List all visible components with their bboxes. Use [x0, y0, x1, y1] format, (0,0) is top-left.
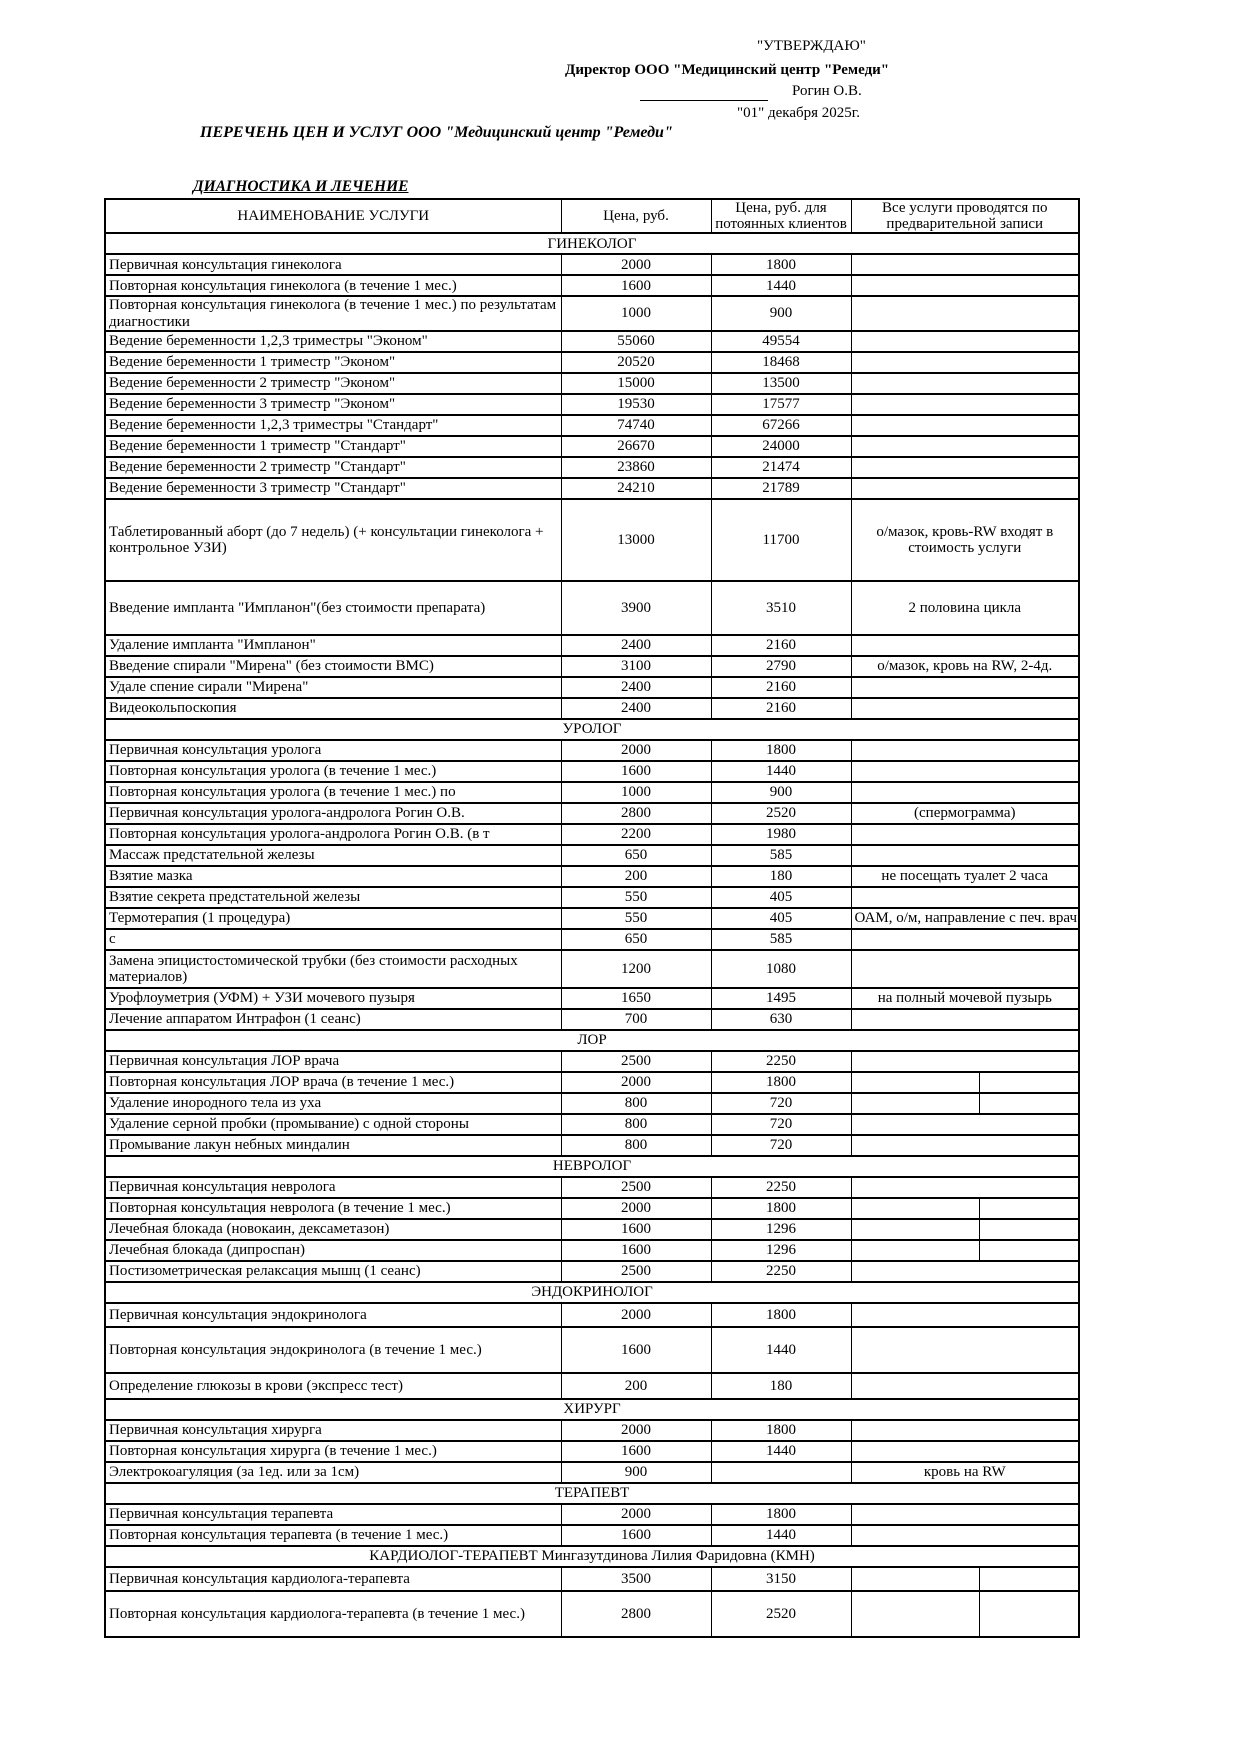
service-name-cell: Повторная консультация кардиолога-терапевта (в течение 1 мес.): [105, 1591, 561, 1637]
price-cell: 2500: [561, 1177, 711, 1198]
section-heading: ДИАГНОСТИКА И ЛЕЧЕНИЕ: [193, 178, 409, 195]
table-row: [105, 1591, 1079, 1637]
service-name-cell: Урофлоуметрия (УФМ) + УЗИ мочевого пузыря: [105, 988, 561, 1009]
price-cell: 2800: [561, 1591, 711, 1637]
price-cell: 2000: [561, 740, 711, 761]
price-regular-cell: 720: [711, 1114, 851, 1135]
price-regular-cell: 1980: [711, 824, 851, 845]
price-cell: 800: [561, 1135, 711, 1156]
table-row: [105, 457, 1079, 478]
service-name-cell: Первичная консультация уролога-андролога Рогин О.В.: [105, 803, 561, 824]
price-cell: 700: [561, 1009, 711, 1030]
note-cell: [851, 1420, 1079, 1441]
service-name-cell: Постизометрическая релаксация мышц (1 сеанс): [105, 1261, 561, 1282]
note-cell: [851, 1567, 979, 1591]
note-cell: [851, 887, 1079, 908]
note-cell: 2 половина цикла: [851, 581, 1079, 635]
note-cell: [851, 457, 1079, 478]
price-cell: 20520: [561, 352, 711, 373]
price-regular-cell: 13500: [711, 373, 851, 394]
note-cell: [851, 1072, 979, 1093]
price-regular-cell: 1495: [711, 988, 851, 1009]
price-cell: 2000: [561, 1198, 711, 1219]
section-header-row: [105, 1030, 1079, 1051]
price-cell: 1600: [561, 1327, 711, 1373]
note-cell-extra: [979, 1093, 1079, 1114]
price-regular-cell: 21474: [711, 457, 851, 478]
note-cell: [851, 1009, 1079, 1030]
price-cell: 2000: [561, 1420, 711, 1441]
table-row: [105, 803, 1079, 824]
price-cell: 2800: [561, 803, 711, 824]
page-title: ПЕРЕЧЕНЬ ЦЕН И УСЛУГ ООО "Медицинский центр "Ремеди": [200, 124, 673, 141]
table-row: [105, 1462, 1079, 1483]
price-regular-cell: 11700: [711, 499, 851, 581]
service-name-cell: Замена эпицистостомической трубки (без стоимости расходных материалов): [105, 950, 561, 988]
price-cell: 2400: [561, 635, 711, 656]
note-cell: [851, 761, 1079, 782]
table-row: [105, 677, 1079, 698]
price-cell: 55060: [561, 331, 711, 352]
note-cell-extra: [979, 1567, 1079, 1591]
price-regular-cell: 1800: [711, 1504, 851, 1525]
price-regular-cell: 49554: [711, 331, 851, 352]
table-row: [105, 1135, 1079, 1156]
price-cell: 1600: [561, 1525, 711, 1546]
note-cell: [851, 1373, 1079, 1399]
service-name-cell: с: [105, 929, 561, 950]
note-cell: [851, 929, 1079, 950]
service-name-cell: Ведение беременности 3 триместр "Стандарт": [105, 478, 561, 499]
price-regular-cell: 67266: [711, 415, 851, 436]
service-name-cell: Повторная консультация гинеколога (в течение 1 мес.): [105, 275, 561, 296]
note-cell: [851, 1303, 1079, 1327]
table-row: [105, 1567, 1079, 1591]
price-cell: 650: [561, 929, 711, 950]
price-cell: 1000: [561, 782, 711, 803]
note-cell: [851, 394, 1079, 415]
price-cell: 2000: [561, 1072, 711, 1093]
note-cell: о/мазок, кровь-RW входят в стоимость услуги: [851, 499, 1079, 581]
service-name-cell: Ведение беременности 1 триместр "Стандарт": [105, 436, 561, 457]
price-regular-cell: 900: [711, 296, 851, 330]
table-row: [105, 845, 1079, 866]
service-name-cell: Удаление серной пробки (промывание) с одной стороны: [105, 1114, 561, 1135]
service-name-cell: Лечение аппаратом Интрафон (1 сеанс): [105, 1009, 561, 1030]
note-cell: [851, 1051, 1079, 1072]
service-name-cell: Повторная консультация хирурга (в течение 1 мес.): [105, 1441, 561, 1462]
price-regular-cell: 1800: [711, 254, 851, 275]
price-cell: 3100: [561, 656, 711, 677]
table-header-row: [105, 199, 1079, 233]
note-cell: [851, 824, 1079, 845]
service-name-cell: Первичная консультация ЛОР врача: [105, 1051, 561, 1072]
note-cell: [851, 1114, 1079, 1135]
price-regular-cell: 1800: [711, 1198, 851, 1219]
table-row: [105, 698, 1079, 719]
table-row: [105, 1420, 1079, 1441]
service-name-cell: Лечебная блокада (дипроспан): [105, 1240, 561, 1261]
note-cell: [851, 1198, 979, 1219]
note-cell: [851, 296, 1079, 330]
price-regular-cell: 2160: [711, 677, 851, 698]
service-name-cell: Повторная консультация уролога-андролога Рогин О.В. (в т: [105, 824, 561, 845]
price-cell: 2000: [561, 1504, 711, 1525]
table-row: [105, 887, 1079, 908]
table-row: [105, 331, 1079, 352]
price-cell: 650: [561, 845, 711, 866]
approval-director-line: Директор ООО "Медицинский центр "Ремеди": [565, 62, 890, 78]
note-cell: [851, 740, 1079, 761]
table-row: [105, 1051, 1079, 1072]
price-cell: 2200: [561, 824, 711, 845]
header-price: Цена, руб.: [561, 199, 711, 233]
table-row: [105, 581, 1079, 635]
header-service: НАИМЕНОВАНИЕ УСЛУГИ: [105, 199, 561, 233]
price-regular-cell: 2250: [711, 1177, 851, 1198]
note-cell: [851, 1591, 979, 1637]
price-cell: 200: [561, 1373, 711, 1399]
section-title: ХИРУРГ: [105, 1399, 1079, 1420]
table-row: [105, 254, 1079, 275]
service-name-cell: Повторная консультация уролога (в течение 1 мес.) по: [105, 782, 561, 803]
note-cell: [851, 1525, 1079, 1546]
section-header-row: [105, 1156, 1079, 1177]
price-cell: 1000: [561, 296, 711, 330]
price-regular-cell: 2160: [711, 698, 851, 719]
service-name-cell: Лечебная блокада (новокаин, дексаметазон): [105, 1219, 561, 1240]
price-regular-cell: 2520: [711, 803, 851, 824]
table-row: [105, 373, 1079, 394]
price-cell: 19530: [561, 394, 711, 415]
note-cell: о/мазок, кровь на RW, 2-4д.: [851, 656, 1079, 677]
price-regular-cell: 585: [711, 845, 851, 866]
note-cell-extra: [979, 1240, 1079, 1261]
table-row: [105, 950, 1079, 988]
price-regular-cell: 405: [711, 887, 851, 908]
price-cell: 2400: [561, 698, 711, 719]
table-row: [105, 635, 1079, 656]
section-title: КАРДИОЛОГ-ТЕРАПЕВТ Мингазутдинова Лилия Фаридовна (КМН): [105, 1546, 1079, 1567]
table-row: [105, 394, 1079, 415]
price-cell: 74740: [561, 415, 711, 436]
service-name-cell: Ведение беременности 1,2,3 триместры "Эконом": [105, 331, 561, 352]
note-cell: [851, 1261, 1079, 1282]
note-cell: [851, 1240, 979, 1261]
note-cell: [851, 677, 1079, 698]
table-row: [105, 1177, 1079, 1198]
price-regular-cell: 1800: [711, 1420, 851, 1441]
price-cell: 1600: [561, 761, 711, 782]
service-name-cell: Ведение беременности 2 триместр "Эконом": [105, 373, 561, 394]
header-price-regular: Цена, руб. для потоянных клиентов: [711, 199, 851, 233]
price-regular-cell: 180: [711, 1373, 851, 1399]
note-cell: [851, 254, 1079, 275]
note-cell: [851, 331, 1079, 352]
note-cell: [851, 1441, 1079, 1462]
section-header-row: [105, 719, 1079, 740]
section-header-row: [105, 1483, 1079, 1504]
approval-quote: "УТВЕРЖДАЮ": [757, 38, 866, 54]
table-row: [105, 929, 1079, 950]
table-row: [105, 499, 1079, 581]
section-header-row: [105, 1282, 1079, 1303]
table-row: [105, 656, 1079, 677]
service-name-cell: Первичная консультация хирурга: [105, 1420, 561, 1441]
table-row: [105, 1219, 1079, 1240]
service-name-cell: Первичная консультация невролога: [105, 1177, 561, 1198]
price-cell: 550: [561, 908, 711, 929]
price-cell: 13000: [561, 499, 711, 581]
note-cell: кровь на RW: [851, 1462, 1079, 1483]
note-cell: [851, 1135, 1079, 1156]
service-name-cell: Удале спение сирали "Мирена": [105, 677, 561, 698]
price-cell: 26670: [561, 436, 711, 457]
table-row: [105, 1009, 1079, 1030]
price-cell: 1650: [561, 988, 711, 1009]
price-cell: 800: [561, 1114, 711, 1135]
price-regular-cell: 2160: [711, 635, 851, 656]
table-row: [105, 1093, 1079, 1114]
service-name-cell: Первичная консультация кардиолога-терапевта: [105, 1567, 561, 1591]
service-name-cell: Повторная консультация невролога (в течение 1 мес.): [105, 1198, 561, 1219]
note-cell: [851, 436, 1079, 457]
service-name-cell: Определение глюкозы в крови (экспресс тест): [105, 1373, 561, 1399]
price-cell: 24210: [561, 478, 711, 499]
service-name-cell: Электрокоагуляция (за 1ед. или за 1см): [105, 1462, 561, 1483]
price-regular-cell: 1080: [711, 950, 851, 988]
price-table-body: [105, 233, 1079, 1636]
price-regular-cell: 1440: [711, 1525, 851, 1546]
note-cell: [851, 698, 1079, 719]
table-row: [105, 478, 1079, 499]
service-name-cell: Введение спирали "Мирена" (без стоимости ВМС): [105, 656, 561, 677]
section-title: ЛОР: [105, 1030, 1079, 1051]
table-row: [105, 1261, 1079, 1282]
table-row: [105, 296, 1079, 330]
price-regular-cell: 1296: [711, 1240, 851, 1261]
service-name-cell: Ведение беременности 2 триместр "Стандарт": [105, 457, 561, 478]
note-cell: [851, 1327, 1079, 1373]
note-cell-extra: [979, 1219, 1079, 1240]
price-regular-cell: 3510: [711, 581, 851, 635]
table-row: [105, 1504, 1079, 1525]
note-cell: [851, 950, 1079, 988]
service-name-cell: Взятие мазка: [105, 866, 561, 887]
table-row: [105, 1198, 1079, 1219]
table-row: [105, 1240, 1079, 1261]
price-cell: 15000: [561, 373, 711, 394]
note-cell: [851, 275, 1079, 296]
price-regular-cell: [711, 1462, 851, 1483]
service-name-cell: Ведение беременности 1 триместр "Эконом": [105, 352, 561, 373]
note-cell-extra: [979, 1591, 1079, 1637]
note-cell: [851, 782, 1079, 803]
service-name-cell: Первичная консультация гинеколога: [105, 254, 561, 275]
note-cell: [851, 635, 1079, 656]
price-regular-cell: 900: [711, 782, 851, 803]
note-cell: [851, 373, 1079, 394]
price-regular-cell: 18468: [711, 352, 851, 373]
note-cell: (спермограмма): [851, 803, 1079, 824]
service-name-cell: Удаление инородного тела из уха: [105, 1093, 561, 1114]
section-title: ЭНДОКРИНОЛОГ: [105, 1282, 1079, 1303]
service-name-cell: Первичная консультация уролога: [105, 740, 561, 761]
price-regular-cell: 1440: [711, 1327, 851, 1373]
note-cell: [851, 1093, 979, 1114]
price-cell: 3900: [561, 581, 711, 635]
table-row: [105, 866, 1079, 887]
service-name-cell: Введение импланта "Импланон"(без стоимости препарата): [105, 581, 561, 635]
section-header-row: [105, 1546, 1079, 1567]
price-regular-cell: 17577: [711, 394, 851, 415]
price-regular-cell: 720: [711, 1135, 851, 1156]
price-cell: 1600: [561, 1240, 711, 1261]
section-title: ТЕРАПЕВТ: [105, 1483, 1079, 1504]
section-title: УРОЛОГ: [105, 719, 1079, 740]
table-row: [105, 740, 1079, 761]
price-cell: 2000: [561, 254, 711, 275]
service-name-cell: Повторная консультация эндокринолога (в течение 1 мес.): [105, 1327, 561, 1373]
note-cell: [851, 415, 1079, 436]
table-row: [105, 782, 1079, 803]
table-row: [105, 1072, 1079, 1093]
service-name-cell: Повторная консультация уролога (в течение 1 мес.): [105, 761, 561, 782]
price-cell: 3500: [561, 1567, 711, 1591]
note-cell: [851, 1219, 979, 1240]
service-name-cell: Повторная консультация ЛОР врача (в течение 1 мес.): [105, 1072, 561, 1093]
price-regular-cell: 1440: [711, 1441, 851, 1462]
section-title: ГИНЕКОЛОГ: [105, 233, 1079, 254]
service-name-cell: Таблетированный аборт (до 7 недель) (+ консультации гинеколога + контрольное УЗИ): [105, 499, 561, 581]
price-regular-cell: 1800: [711, 1303, 851, 1327]
note-cell: [851, 1177, 1079, 1198]
price-cell: 2500: [561, 1261, 711, 1282]
signature-line: [640, 84, 768, 101]
table-row: [105, 824, 1079, 845]
price-cell: 1600: [561, 1219, 711, 1240]
approval-date: "01" декабря 2025г.: [737, 105, 860, 121]
note-cell: [851, 352, 1079, 373]
price-cell: 550: [561, 887, 711, 908]
service-name-cell: Повторная консультация терапевта (в течение 1 мес.): [105, 1525, 561, 1546]
price-regular-cell: 1296: [711, 1219, 851, 1240]
table-row: [105, 436, 1079, 457]
service-name-cell: Первичная консультация терапевта: [105, 1504, 561, 1525]
section-header-row: [105, 1399, 1079, 1420]
note-cell-extra: [979, 1072, 1079, 1093]
table-row: [105, 275, 1079, 296]
table-row: [105, 1525, 1079, 1546]
note-cell-extra: [979, 1198, 1079, 1219]
table-row: [105, 352, 1079, 373]
price-regular-cell: 180: [711, 866, 851, 887]
price-regular-cell: 24000: [711, 436, 851, 457]
price-cell: 900: [561, 1462, 711, 1483]
table-row: [105, 761, 1079, 782]
header-note: Все услуги проводятся по предварительной записи: [851, 199, 1079, 233]
approval-signer-name: Рогин О.В.: [792, 83, 862, 99]
table-row: [105, 1303, 1079, 1327]
price-regular-cell: 2790: [711, 656, 851, 677]
price-cell: 1600: [561, 1441, 711, 1462]
service-name-cell: Ведение беременности 1,2,3 триместры "Стандарт": [105, 415, 561, 436]
price-regular-cell: 405: [711, 908, 851, 929]
note-cell: на полный мочевой пузырь: [851, 988, 1079, 1009]
price-regular-cell: 720: [711, 1093, 851, 1114]
service-name-cell: Ведение беременности 3 триместр "Эконом": [105, 394, 561, 415]
price-regular-cell: 2250: [711, 1261, 851, 1282]
section-header-row: [105, 233, 1079, 254]
price-regular-cell: 630: [711, 1009, 851, 1030]
price-cell: 23860: [561, 457, 711, 478]
service-name-cell: Видеокольпоскопия: [105, 698, 561, 719]
service-name-cell: Термотерапия (1 процедура): [105, 908, 561, 929]
service-name-cell: Промывание лакун небных миндалин: [105, 1135, 561, 1156]
note-cell: [851, 845, 1079, 866]
service-name-cell: Удаление импланта "Импланон": [105, 635, 561, 656]
table-row: [105, 908, 1079, 929]
table-row: [105, 988, 1079, 1009]
price-cell: 800: [561, 1093, 711, 1114]
price-regular-cell: 1440: [711, 275, 851, 296]
service-name-cell: Массаж предстательной железы: [105, 845, 561, 866]
note-cell: [851, 1504, 1079, 1525]
table-row: [105, 1327, 1079, 1373]
note-cell: [851, 478, 1079, 499]
price-cell: 1600: [561, 275, 711, 296]
price-cell: 1200: [561, 950, 711, 988]
section-title: НЕВРОЛОГ: [105, 1156, 1079, 1177]
table-row: [105, 1373, 1079, 1399]
price-regular-cell: 1800: [711, 740, 851, 761]
price-regular-cell: 1440: [711, 761, 851, 782]
price-regular-cell: 1800: [711, 1072, 851, 1093]
price-cell: 2500: [561, 1051, 711, 1072]
service-name-cell: Повторная консультация гинеколога (в течение 1 мес.) по результатам диагностики: [105, 296, 561, 330]
price-cell: 2000: [561, 1303, 711, 1327]
price-table: [104, 198, 1080, 1638]
price-cell: 200: [561, 866, 711, 887]
price-regular-cell: 585: [711, 929, 851, 950]
table-row: [105, 1114, 1079, 1135]
table-row: [105, 1441, 1079, 1462]
price-regular-cell: 2520: [711, 1591, 851, 1637]
table-row: [105, 415, 1079, 436]
price-regular-cell: 3150: [711, 1567, 851, 1591]
price-regular-cell: 21789: [711, 478, 851, 499]
service-name-cell: Взятие секрета предстательной железы: [105, 887, 561, 908]
price-cell: 2400: [561, 677, 711, 698]
note-cell: ОАМ, о/м, направление с печ. врач: [851, 908, 1079, 929]
price-regular-cell: 2250: [711, 1051, 851, 1072]
note-cell: не посещать туалет 2 часа: [851, 866, 1079, 887]
service-name-cell: Первичная консультация эндокринолога: [105, 1303, 561, 1327]
